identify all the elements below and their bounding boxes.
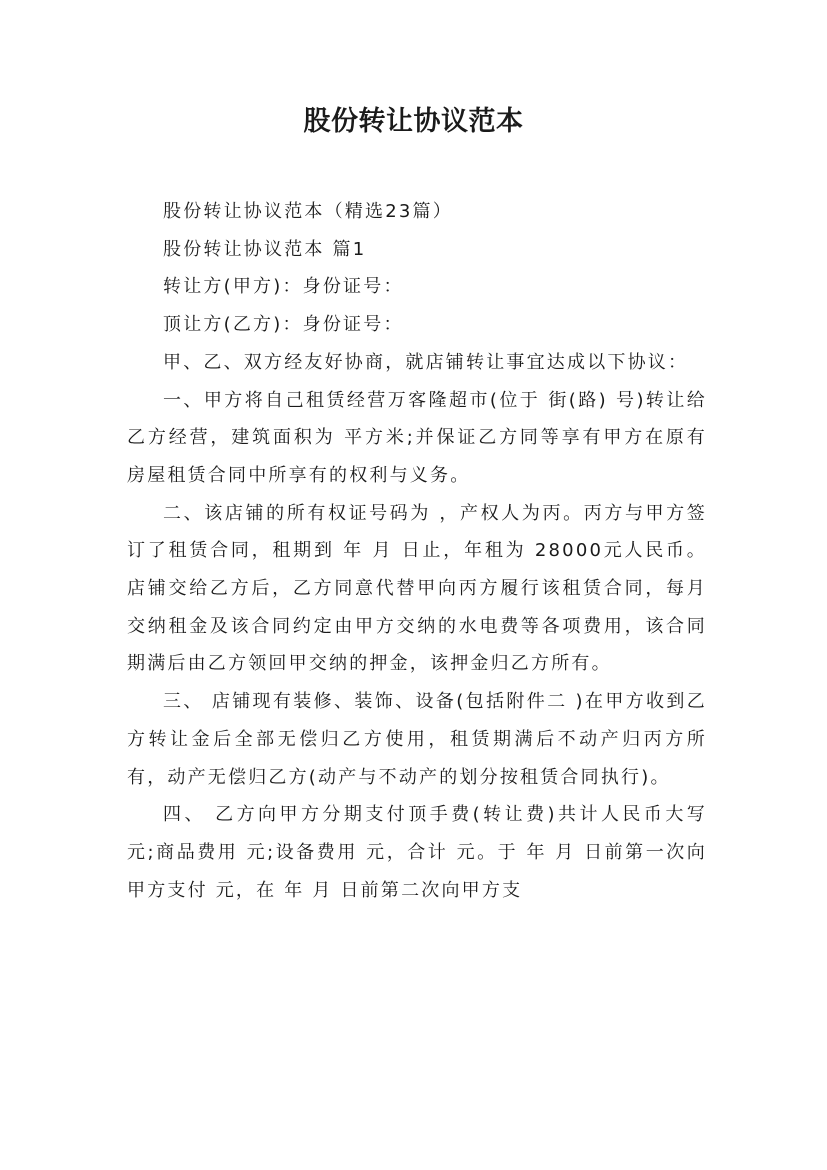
paragraph-transferee: 顶让方(乙方)：身份证号： <box>163 314 404 336</box>
document-body <box>127 193 707 909</box>
paragraph-clause-3: 三、 店铺现有装修、装饰、设备(包括附件二 )在甲方收到乙方转让金后全部无偿归乙方使用，租赁期满后不动产归丙方所有，动产无偿归乙方(动产与不动产的划分按租赁合同执行)。 <box>127 691 707 788</box>
paragraph-preamble: 甲、乙、双方经友好协商，就店铺转让事宜达成以下协议： <box>163 351 689 373</box>
paragraph-clause-4: 四、 乙方向甲方分期支付顶手费(转让费)共计人民币大写 元;商品费用 元;设备费用 元，合计 元。于 年 月 日前第一次向甲方支付 元，在 年 月 日前第二次向甲方支 <box>127 804 707 901</box>
paragraph-transferor: 转让方(甲方)：身份证号： <box>163 276 404 298</box>
document-title: 股份转让协议范本 <box>303 106 524 137</box>
paragraph-clause-2: 二、该店铺的所有权证号码为 ，产权人为丙。丙方与甲方签订了租赁合同，租期到 年 月 日止，年租为 28000元人民币。店铺交给乙方后，乙方同意代替甲向丙方履行该租赁合同，每月交纳租金及该合同约定由甲方交纳的水电费等各项费用，该合同期满后由乙方领回甲交纳的押金，该押金归乙方所有。 <box>127 502 707 675</box>
paragraph-clause-1: 一、甲方将自己租赁经营万客隆超市(位于 街(路) 号)转让给乙方经营，建筑面积为 平方米;并保证乙方同等享有甲方在原有房屋租赁合同中所享有的权利与义务。 <box>127 389 707 486</box>
paragraph-section-heading: 股份转让协议范本 篇1 <box>163 238 367 260</box>
paragraph-subtitle: 股份转让协议范本（精选23篇） <box>163 201 453 222</box>
